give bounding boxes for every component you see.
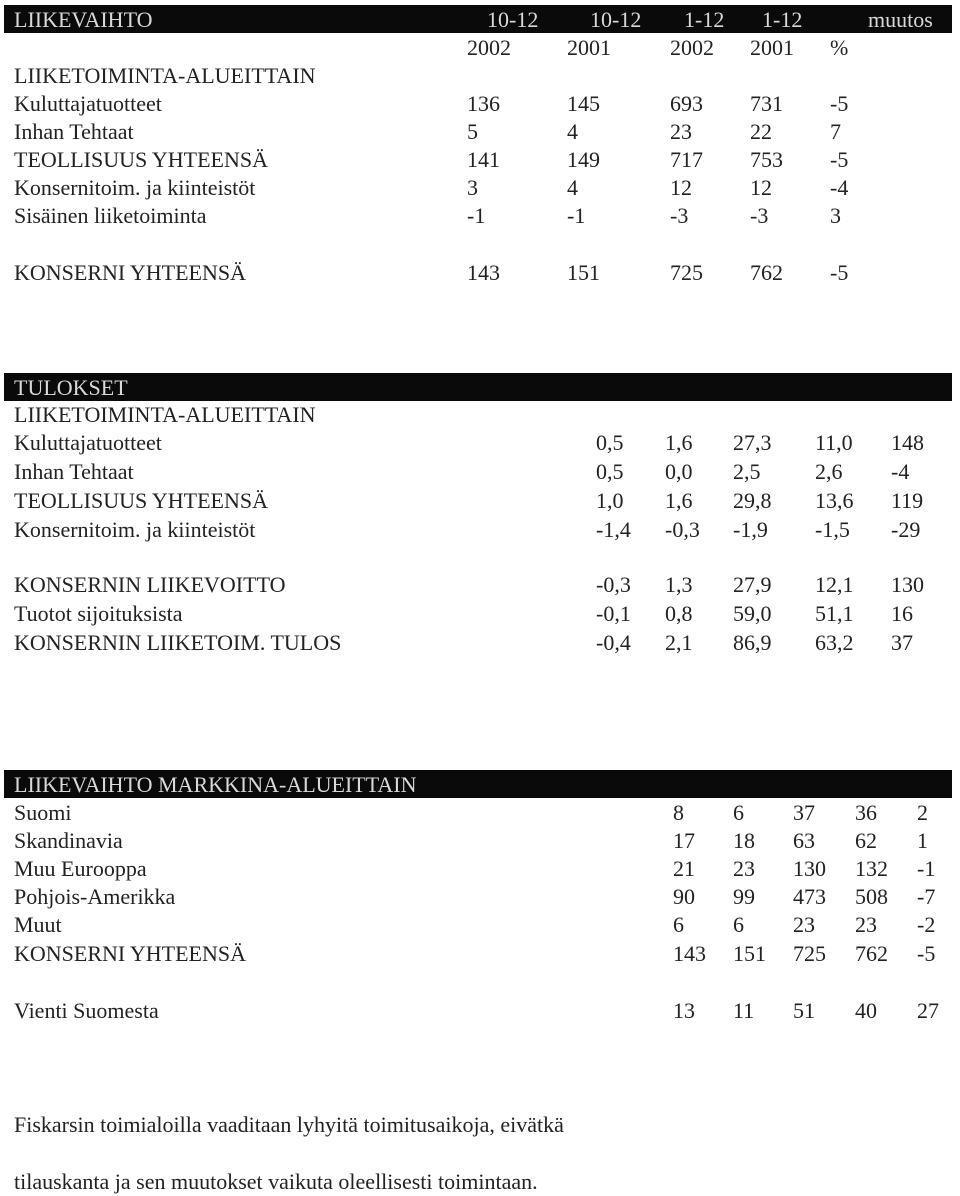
tulokset-title: TULOKSET [14,375,128,400]
row-value: 119 [891,488,924,513]
row-value: 18 [733,828,755,853]
row-value: 11,0 [815,430,853,455]
row-value: 12 [670,175,692,200]
row-value: 3 [830,203,841,228]
row-value: 1 [917,828,928,853]
row-value: -0,3 [665,517,700,542]
row-value: -4 [830,175,849,200]
row-label: Konsernitoim. ja kiinteistöt [14,517,256,542]
row-value: 145 [567,91,600,116]
liikevaihto-col1-header: 10-12 [487,7,539,32]
row-value: 149 [567,147,600,172]
liikevaihto-header-bar [4,5,952,33]
row-value: 12,1 [815,572,854,597]
row-value: 762 [750,260,783,285]
row-value: 132 [855,856,888,881]
row-label: Muut [14,912,62,937]
row-value: 12 [750,175,772,200]
row-value: 753 [750,147,783,172]
row-value: 13,6 [815,488,854,513]
row-value: -5 [830,147,849,172]
row-value: 130 [891,572,924,597]
row-value: -1,5 [815,517,850,542]
footnote-line-1: Fiskarsin toimialoilla vaaditaan lyhyitä toimitusaikoja, eivätkä [14,1112,564,1137]
row-value: 99 [733,884,755,909]
row-value: 13 [673,998,695,1023]
markkina-header-bar [4,770,952,798]
row-value: 148 [891,430,924,455]
row-value: 90 [673,884,695,909]
row-value: 63,2 [815,630,854,655]
row-value: 37 [793,800,815,825]
liikevaihto-col4-header: 1-12 [762,7,803,32]
row-value: 0,5 [596,430,624,455]
row-value: 59,0 [733,601,772,626]
row-value: -1,9 [733,517,768,542]
row-value: 725 [793,941,826,966]
row-value: 27 [917,998,939,1023]
row-value: 725 [670,260,703,285]
row-value: 0,5 [596,459,624,484]
row-label: Muu Eurooppa [14,856,147,881]
row-value: 0,8 [665,601,693,626]
row-value: 731 [750,91,783,116]
row-value: 36 [855,800,877,825]
row-value: 2,1 [665,630,693,655]
row-value: 2,6 [815,459,843,484]
row-value: -5 [917,941,936,966]
row-value: 141 [467,147,500,172]
row-value: -2 [917,912,936,937]
row-value: -1 [567,203,586,228]
row-label: KONSERNIN LIIKEVOITTO [14,572,286,597]
row-value: 473 [793,884,826,909]
row-value: -1,4 [596,517,631,542]
row-label: Inhan Tehtaat [14,119,134,144]
row-value: 11 [733,998,755,1023]
row-label: Kuluttajatuotteet [14,91,162,116]
liikevaihto-col2-header: 10-12 [590,7,642,32]
row-label: Inhan Tehtaat [14,459,134,484]
row-value: -3 [750,203,769,228]
row-value: 6 [733,912,744,937]
row-value: 151 [567,260,600,285]
row-label: Vienti Suomesta [14,998,159,1023]
row-value: -7 [917,884,936,909]
row-value: -1 [467,203,486,228]
year-col3: 2002 [670,35,714,60]
row-value: -29 [891,517,921,542]
row-value: 27,9 [733,572,772,597]
liikevaihto-section-label: LIIKETOIMINTA-ALUEITTAIN [14,63,316,88]
year-col4: 2001 [750,35,794,60]
row-value: 8 [673,800,684,825]
row-value: 37 [891,630,913,655]
row-value: 51 [793,998,815,1023]
row-value: 62 [855,828,877,853]
row-value: -5 [830,91,849,116]
row-value: 1,6 [665,488,693,513]
row-value: -0,3 [596,572,631,597]
row-value: 151 [733,941,766,966]
row-label: TEOLLISUUS YHTEENSÄ [14,147,268,172]
row-label: Sisäinen liiketoiminta [14,203,207,228]
row-value: 762 [855,941,888,966]
row-label: Suomi [14,800,72,825]
row-label: TEOLLISUUS YHTEENSÄ [14,488,268,513]
row-value: 16 [891,601,913,626]
row-value: 1,3 [665,572,693,597]
liikevaihto-change-header: muutos [868,7,933,32]
liikevaihto-title: LIIKEVAIHTO [14,7,153,32]
liikevaihto-col3-header: 1-12 [684,7,725,32]
row-value: 2,5 [733,459,761,484]
row-value: -3 [670,203,689,228]
row-value: 1,0 [596,488,624,513]
row-label: Kuluttajatuotteet [14,430,162,455]
row-value: 17 [673,828,695,853]
row-value: 23 [793,912,815,937]
row-value: 2 [917,800,928,825]
row-value: 143 [467,260,500,285]
row-label: KONSERNI YHTEENSÄ [14,941,247,966]
row-value: -4 [891,459,910,484]
row-value: 0,0 [665,459,693,484]
row-value: 693 [670,91,703,116]
row-label: KONSERNIN LIIKETOIM. TULOS [14,630,342,655]
row-value: -0,4 [596,630,631,655]
row-value: 130 [793,856,826,881]
row-value: 136 [467,91,500,116]
row-value: 22 [750,119,772,144]
row-label: Konsernitoim. ja kiinteistöt [14,175,256,200]
row-value: -0,1 [596,601,631,626]
row-value: 23 [855,912,877,937]
row-value: 717 [670,147,703,172]
row-label: Pohjois-Amerikka [14,884,176,909]
row-value: 4 [567,119,578,144]
tulokset-header-bar [4,373,952,401]
row-value: 29,8 [733,488,772,513]
row-value: 143 [673,941,706,966]
year-col1: 2002 [467,35,511,60]
footnote-line-2: tilauskanta ja sen muutokset vaikuta oleellisesti toimintaan. [14,1169,538,1194]
row-label: Tuotot sijoituksista [14,601,183,626]
row-value: -1 [917,856,936,881]
row-value: 63 [793,828,815,853]
row-value: 1,6 [665,430,693,455]
year-col2: 2001 [567,35,611,60]
row-value: 7 [830,119,841,144]
row-value: 6 [733,800,744,825]
percent-label: % [830,35,849,60]
row-value: 23 [733,856,755,881]
row-value: 6 [673,912,684,937]
tulokset-section-label: LIIKETOIMINTA-ALUEITTAIN [14,402,316,427]
markkina-title: LIIKEVAIHTO MARKKINA-ALUEITTAIN [14,772,417,797]
row-value: 27,3 [733,430,772,455]
row-label: Skandinavia [14,828,123,853]
row-value: 3 [467,175,478,200]
row-value: 23 [670,119,692,144]
row-value: 40 [855,998,877,1023]
row-value: 508 [855,884,888,909]
row-value: 21 [673,856,695,881]
row-label: KONSERNI YHTEENSÄ [14,260,247,285]
row-value: 4 [567,175,578,200]
row-value: 5 [467,119,478,144]
row-value: -5 [830,260,849,285]
row-value: 86,9 [733,630,772,655]
row-value: 51,1 [815,601,854,626]
